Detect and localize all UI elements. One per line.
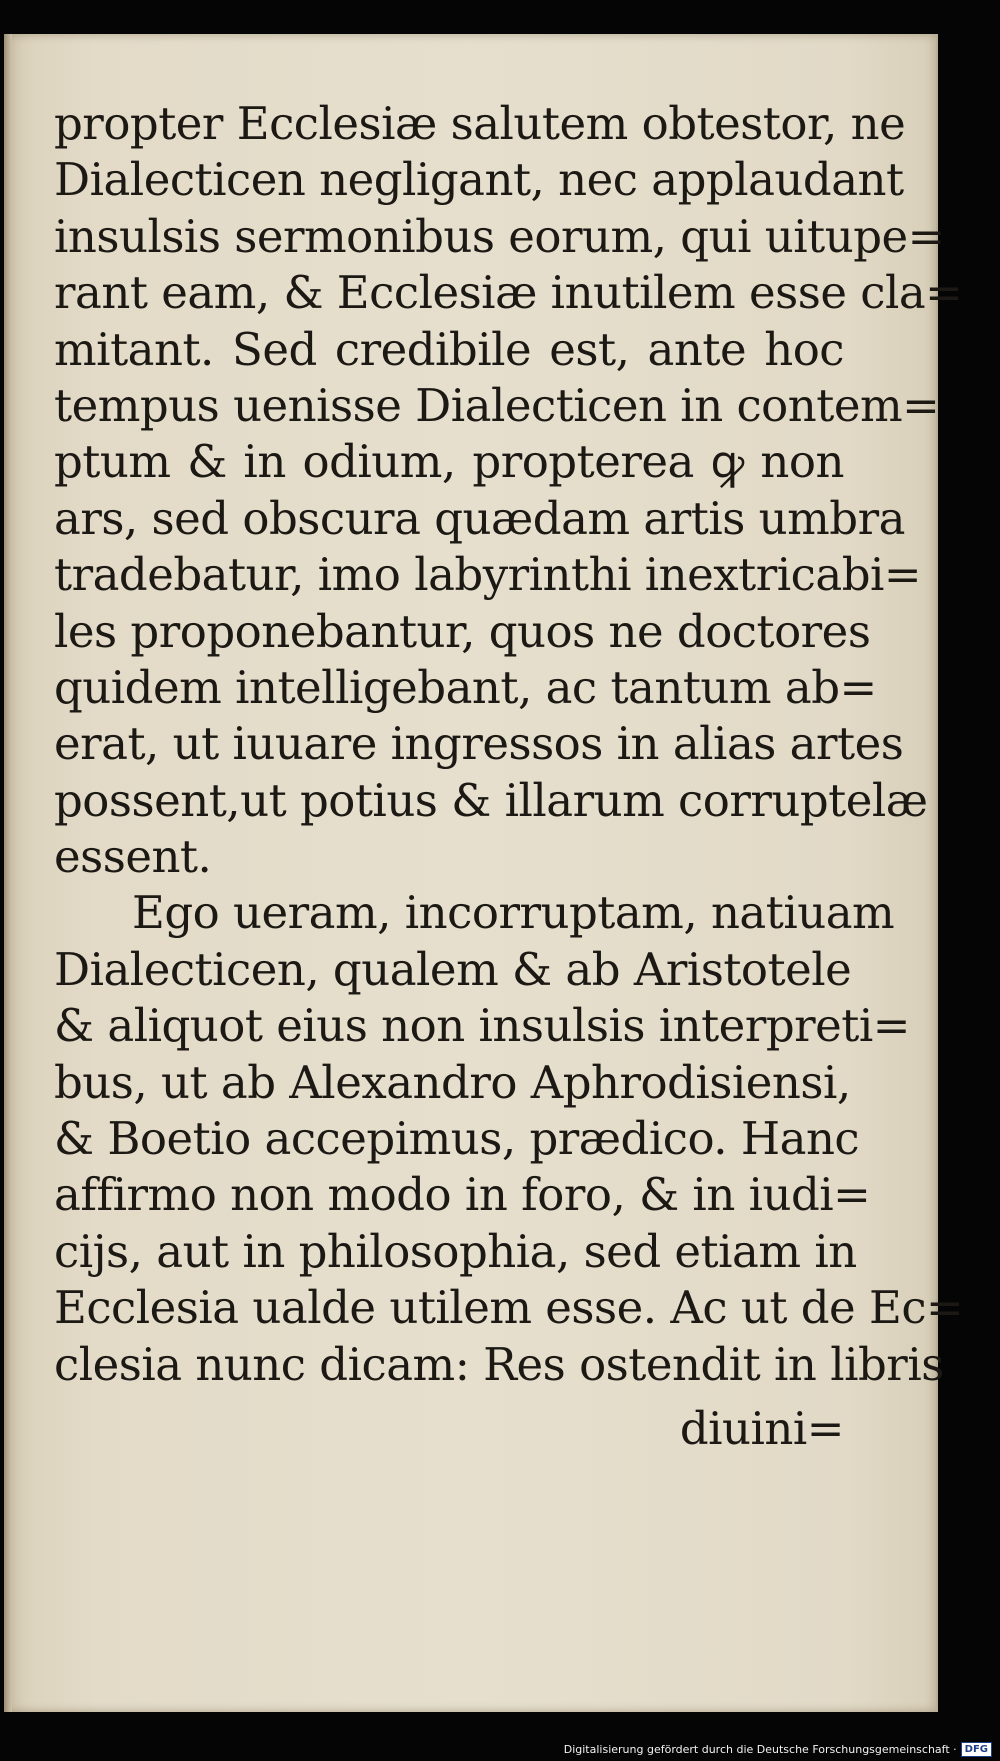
book-page [4,34,964,1712]
text-line: & Boetio accepimus, prædico. Hanc [54,1112,860,1166]
page-text [54,96,964,1457]
text-line: insulsis sermonibus eorum, qui uitupe= [54,209,945,263]
text-line: affirmo non modo in foro, & in iudi= [54,1168,871,1222]
text-line: & aliquot eius non insulsis interpreti= [54,999,910,1053]
text-line: possent,ut potius & illarum corruptelæ [54,773,928,827]
paragraph-start-line: Ego ueram, incorruptam, natiuam [132,886,895,940]
digitization-credit [564,1742,992,1757]
text-line: tempus uenisse Dialecticen in contem= [54,378,940,432]
text-line: Ecclesia ualde utilem esse. Ac ut de Ec= [54,1281,964,1335]
text-line: cijs, aut in philosophia, sed etiam in [54,1224,857,1278]
text-line: propter Ecclesiæ salutem obtestor, ne [54,97,906,150]
text-line: Dialecticen negligant, nec applaudant [54,153,904,207]
credit-text: Digitalisierung gefördert durch die Deutsche Forschungsgemeinschaft · [563,1743,957,1756]
text-line: essent. [54,830,212,884]
text-line: ars, sed obscura quædam artis umbra [54,491,905,545]
dfg-logo: DFG [961,1742,992,1757]
text-line: quidem intelligebant, ac tantum ab= [54,660,877,714]
text-line: Dialecticen, qualem & ab Aristotele [54,942,852,996]
text-line: rant eam, & Ecclesiæ inutilem esse cla= [54,266,963,320]
text-line: erat, ut iuuare ingressos in alias artes [54,717,904,771]
text-line: ptum & in odium, propterea ꝙ non [54,435,844,489]
page-gutter [4,34,12,1712]
text-line: bus, ut ab Alexandro Aphrodisiensi, [54,1055,851,1109]
text-line: les proponebantur, quos ne doctores [54,604,871,658]
text-line: clesia nunc dicam: Res ostendit in libris [54,1337,944,1391]
text-line: tradebatur, imo labyrinthi inextricabi= [54,548,922,602]
text-line: mitant. Sed credibile est, ante hoc [54,322,844,376]
catchword: diuini= [679,1401,844,1455]
